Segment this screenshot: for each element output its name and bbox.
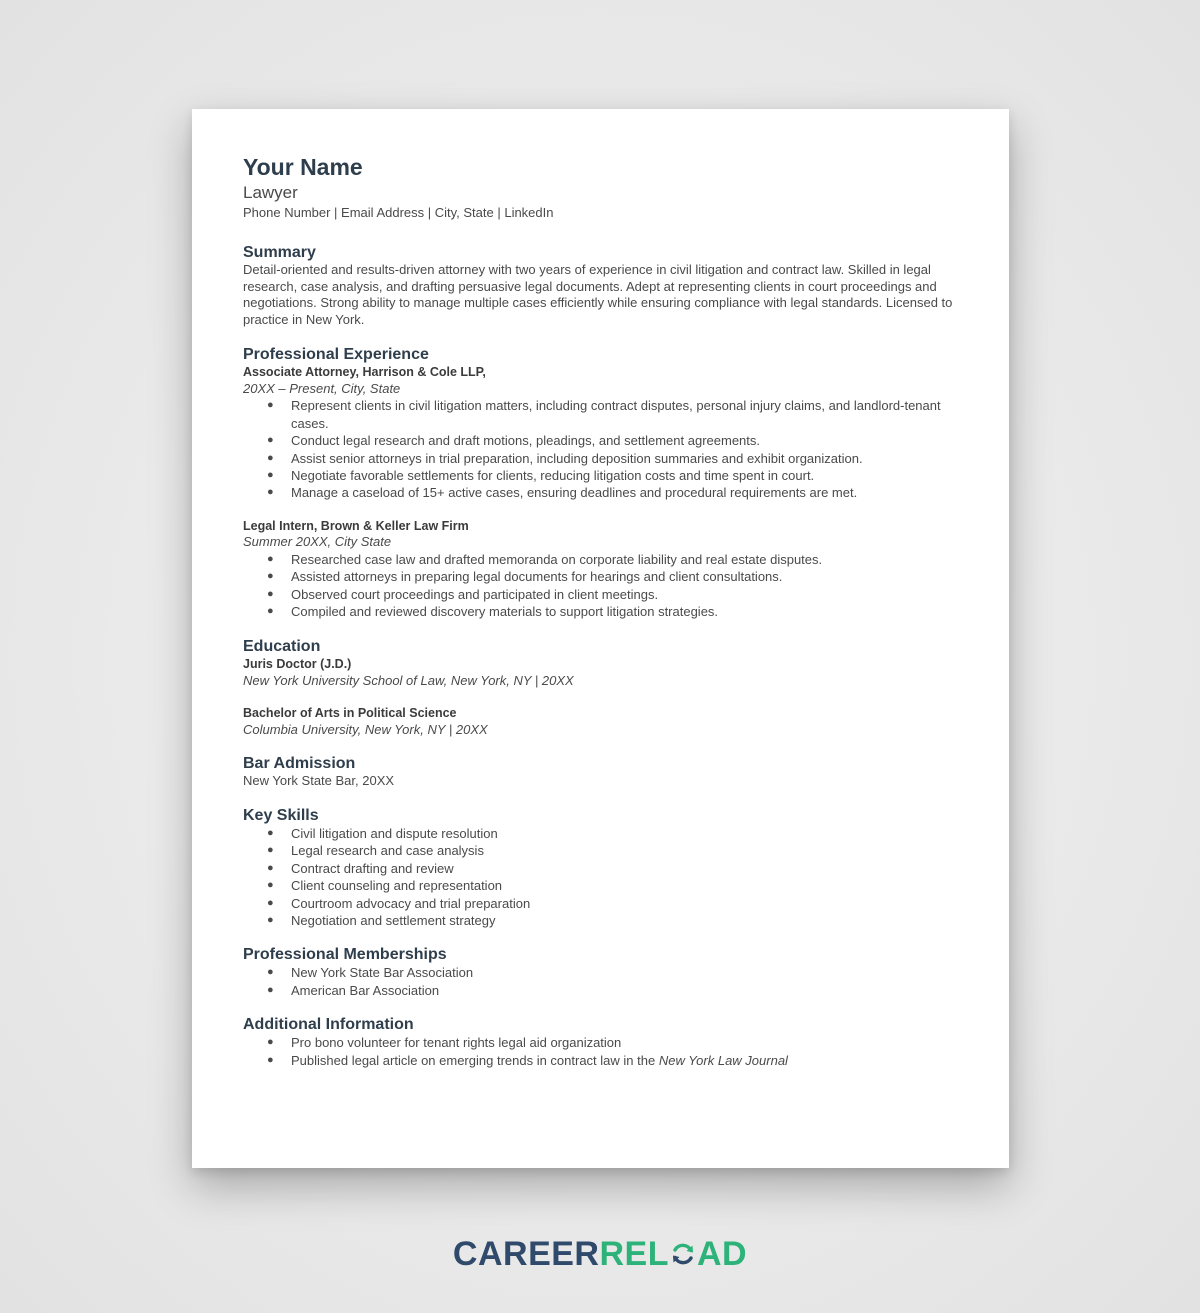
degree-school: New York University School of Law, New York, NY | 20XX [243, 672, 574, 688]
bullet-icon: ● [267, 552, 274, 565]
resume-job-title: Lawyer [243, 183, 298, 202]
bullet-icon: ● [267, 827, 274, 840]
skill-text: Negotiation and settlement strategy [291, 913, 496, 929]
journal-name: New York Law Journal [658, 1052, 788, 1068]
brand-logo [0, 1234, 1200, 1274]
job-role: Associate Attorney, Harrison & Cole LLP, [243, 365, 486, 380]
bullet-icon: ● [267, 914, 274, 927]
brand-part-rel: REL [599, 1235, 669, 1273]
reload-icon [670, 1236, 696, 1262]
list-item [243, 1052, 959, 1069]
list-item [243, 551, 959, 568]
brand-part-ad: AD [696, 1235, 748, 1273]
additional-text: Published legal article on emerging trends in contract law in the [291, 1052, 659, 1068]
section-heading: Professional Memberships [243, 946, 447, 964]
bullet-icon: ● [267, 469, 274, 481]
job-bullets [243, 551, 959, 621]
summary-text: Detail-oriented and results-driven attorney with two years of experience in civil litigation and contract law. Skilled in legal research, case analysis, and drafting persuasive legal documents. Adept at representing clients in court proceedings and negotiations. Strong ability to manage multiple cases efficiently while ensuring compliance with legal standards. Licensed to practice in New York. [243, 262, 953, 327]
skills-list [243, 825, 959, 929]
additional-list [243, 1034, 959, 1069]
list-item [243, 825, 959, 842]
job-meta: Summer 20XX, City State [243, 534, 392, 550]
skill-text: Courtroom advocacy and trial preparation [291, 895, 531, 911]
bullet-text: Negotiate favorable settlements for clients, reducing litigation costs and time spent in court. [291, 468, 815, 483]
section-heading: Education [243, 638, 321, 656]
bullet-text: Manage a caseload of 15+ active cases, ensuring deadlines and procedural requirements are met. [291, 485, 858, 501]
section-heading: Key Skills [243, 807, 319, 825]
degree-school: Columbia University, New York, NY | 20XX [243, 721, 488, 737]
membership-text: New York State Bar Association [291, 965, 474, 981]
summary-section [243, 243, 959, 328]
list-item [243, 603, 959, 620]
section-heading: Summary [243, 244, 316, 261]
bullet-text: Assisted attorneys in preparing legal documents for hearings and client consultations. [291, 569, 783, 585]
bullet-text: Conduct legal research and draft motions, pleadings, and settlement agreements. [291, 433, 760, 449]
bullet-icon: ● [267, 896, 274, 909]
list-item [243, 1034, 959, 1051]
bullet-icon: ● [267, 570, 274, 583]
bullet-text: Assist senior attorneys in trial preparation, including deposition summaries and exhibit organization. [291, 450, 863, 466]
skill-text: Legal research and case analysis [291, 843, 484, 859]
list-item [243, 877, 959, 894]
resume-sheet [192, 109, 1009, 1168]
list-item [243, 397, 959, 432]
resume-name: Your Name [243, 154, 363, 180]
education-section [243, 637, 959, 738]
bullet-icon: ● [267, 587, 274, 600]
memberships-list [243, 964, 959, 999]
bullet-icon: ● [267, 844, 274, 857]
memberships-section [243, 945, 959, 999]
bullet-text: Compiled and reviewed discovery materials to support litigation strategies. [291, 604, 719, 620]
bullet-icon: ● [267, 605, 274, 618]
list-item [243, 450, 959, 467]
section-heading: Professional Experience [243, 346, 429, 364]
brand-part-career: CAREER [452, 1235, 600, 1273]
bullet-icon: ● [267, 1053, 274, 1066]
skill-text: Client counseling and representation [291, 878, 503, 894]
list-item [243, 467, 959, 484]
bullet-icon: ● [267, 861, 274, 874]
job-bullets [243, 397, 959, 501]
job-entry [243, 364, 959, 501]
list-item [243, 568, 959, 585]
job-entry [243, 518, 959, 621]
list-item [243, 484, 959, 501]
bullet-icon: ● [267, 451, 274, 464]
degree-name: Bachelor of Arts in Political Science [243, 706, 457, 721]
list-item [243, 860, 959, 877]
bullet-text: Observed court proceedings and participated in client meetings. [291, 586, 659, 602]
bullet-icon: ● [267, 1036, 274, 1049]
degree-name: Juris Doctor (J.D.) [243, 657, 352, 672]
list-item [243, 982, 959, 999]
list-item [243, 895, 959, 912]
section-heading: Bar Admission [243, 755, 356, 773]
additional-text: Pro bono volunteer for tenant rights legal aid organization [291, 1035, 622, 1051]
job-meta: 20XX – Present, City, State [243, 380, 401, 396]
bar-admission-section [243, 754, 959, 790]
list-item [243, 586, 959, 603]
resume-contact: Phone Number | Email Address | City, State | LinkedIn [243, 205, 554, 220]
bullet-icon: ● [267, 983, 274, 996]
list-item [243, 432, 959, 449]
bullet-icon: ● [267, 966, 274, 979]
experience-section [243, 345, 959, 620]
bullet-text: Researched case law and drafted memoranda on corporate liability and real estate disputes. [291, 551, 823, 567]
additional-section [243, 1015, 959, 1069]
bullet-icon: ● [267, 434, 274, 447]
job-role: Legal Intern, Brown & Keller Law Firm [243, 518, 469, 533]
list-item [243, 842, 959, 859]
bar-admission-text: New York State Bar, 20XX [243, 773, 395, 789]
bullet-icon: ● [267, 879, 274, 892]
bullet-icon: ● [267, 399, 274, 412]
membership-text: American Bar Association [291, 982, 440, 998]
list-item [243, 912, 959, 929]
skill-text: Civil litigation and dispute resolution [291, 826, 498, 842]
list-item [243, 964, 959, 981]
bullet-text: Represent clients in civil litigation matters, including contract disputes, personal injury claims, and landlord-tenant cases. [291, 398, 941, 431]
section-heading: Additional Information [243, 1016, 414, 1034]
bullet-icon: ● [267, 486, 274, 499]
skills-section [243, 806, 959, 929]
skill-text: Contract drafting and review [291, 860, 454, 876]
